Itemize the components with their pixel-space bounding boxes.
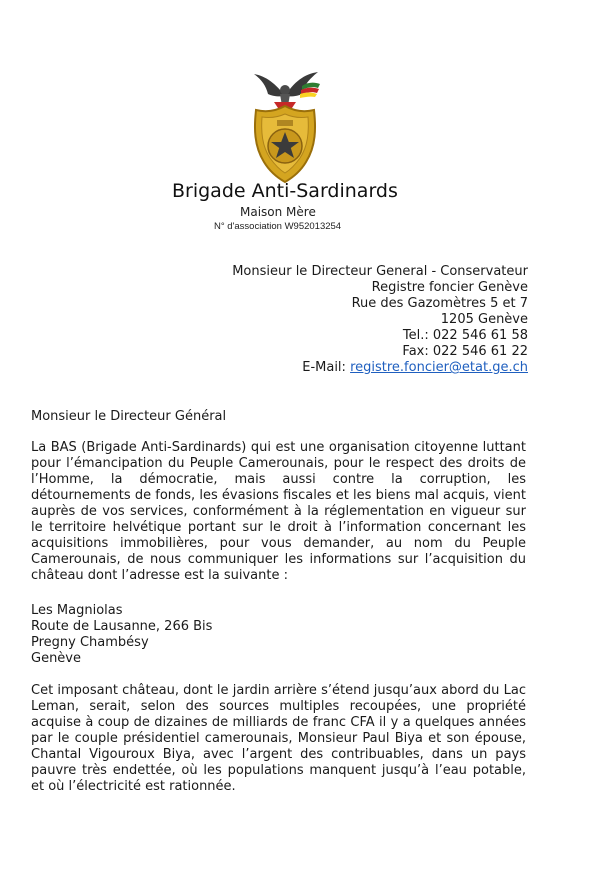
eagle-badge-star-icon	[246, 66, 324, 184]
email-link[interactable]: registre.foncier@etat.ge.ch	[350, 360, 528, 375]
recipient-title: Monsieur le Directeur General - Conservateur	[232, 264, 528, 279]
paragraph-1: La BAS (Brigade Anti-Sardinards) qui est une organisation citoyenne luttant pour l’émancipation du Peuple Camerounais, pour le respect des droits de l’Homme, la démocratie, mais aussi contre la corruption, les détournements de fonds, les évasions fiscales et les biens mal acquis, vient auprès de vos services, conformément à la réglementation en vigueur sur le territoire helvétique portant sur le droit à l’information concernant les acquisitions immobilières, pour vous demander, au nom du Peuple Camerounais, de nous communiquer les informations sur l’acquisition du château dont l’adresse est la suivante :	[31, 440, 526, 583]
recipient-office: Registre foncier Genève	[371, 280, 528, 295]
association-number: N° d'association W952013254	[214, 221, 342, 232]
org-subtitle: Maison Mère	[240, 205, 316, 219]
address-line: Route de Lausanne, 266 Bis	[31, 619, 213, 634]
address-line: Les Magniolas	[31, 603, 123, 618]
recipient-block	[232, 264, 528, 376]
email-label: E-Mail:	[302, 360, 346, 375]
org-name: Brigade Anti-Sardinards	[172, 180, 398, 202]
paragraph-2: Cet imposant château, dont le jardin arrière s’étend jusqu’aux abord du Lac Leman, serait, selon des sources multiples recoupées, une propriété acquise à coup de dizaines de milliards de franc CFA il y a quelques années par le couple présidentiel camerounais, Monsieur Paul Biya et son épouse, Chantal Vigouroux Biya, avec l’argent des contribuables, dans un pays pauvre très endettée, où les populations manquent jusqu’à l’eau potable, et où l’électricité est rationnée.	[31, 683, 526, 794]
address-line: Pregny Chambésy	[31, 635, 149, 650]
property-address	[31, 603, 526, 667]
recipient-fax: Fax: 022 546 61 22	[402, 344, 528, 359]
salutation: Monsieur le Directeur Général	[31, 409, 227, 424]
recipient-city: 1205 Genève	[440, 312, 528, 327]
recipient-street: Rue des Gazomètres 5 et 7	[351, 296, 528, 311]
address-line: Genève	[31, 651, 82, 666]
recipient-phone: Tel.: 022 546 61 58	[402, 328, 528, 343]
recipient-email-row	[232, 360, 528, 376]
